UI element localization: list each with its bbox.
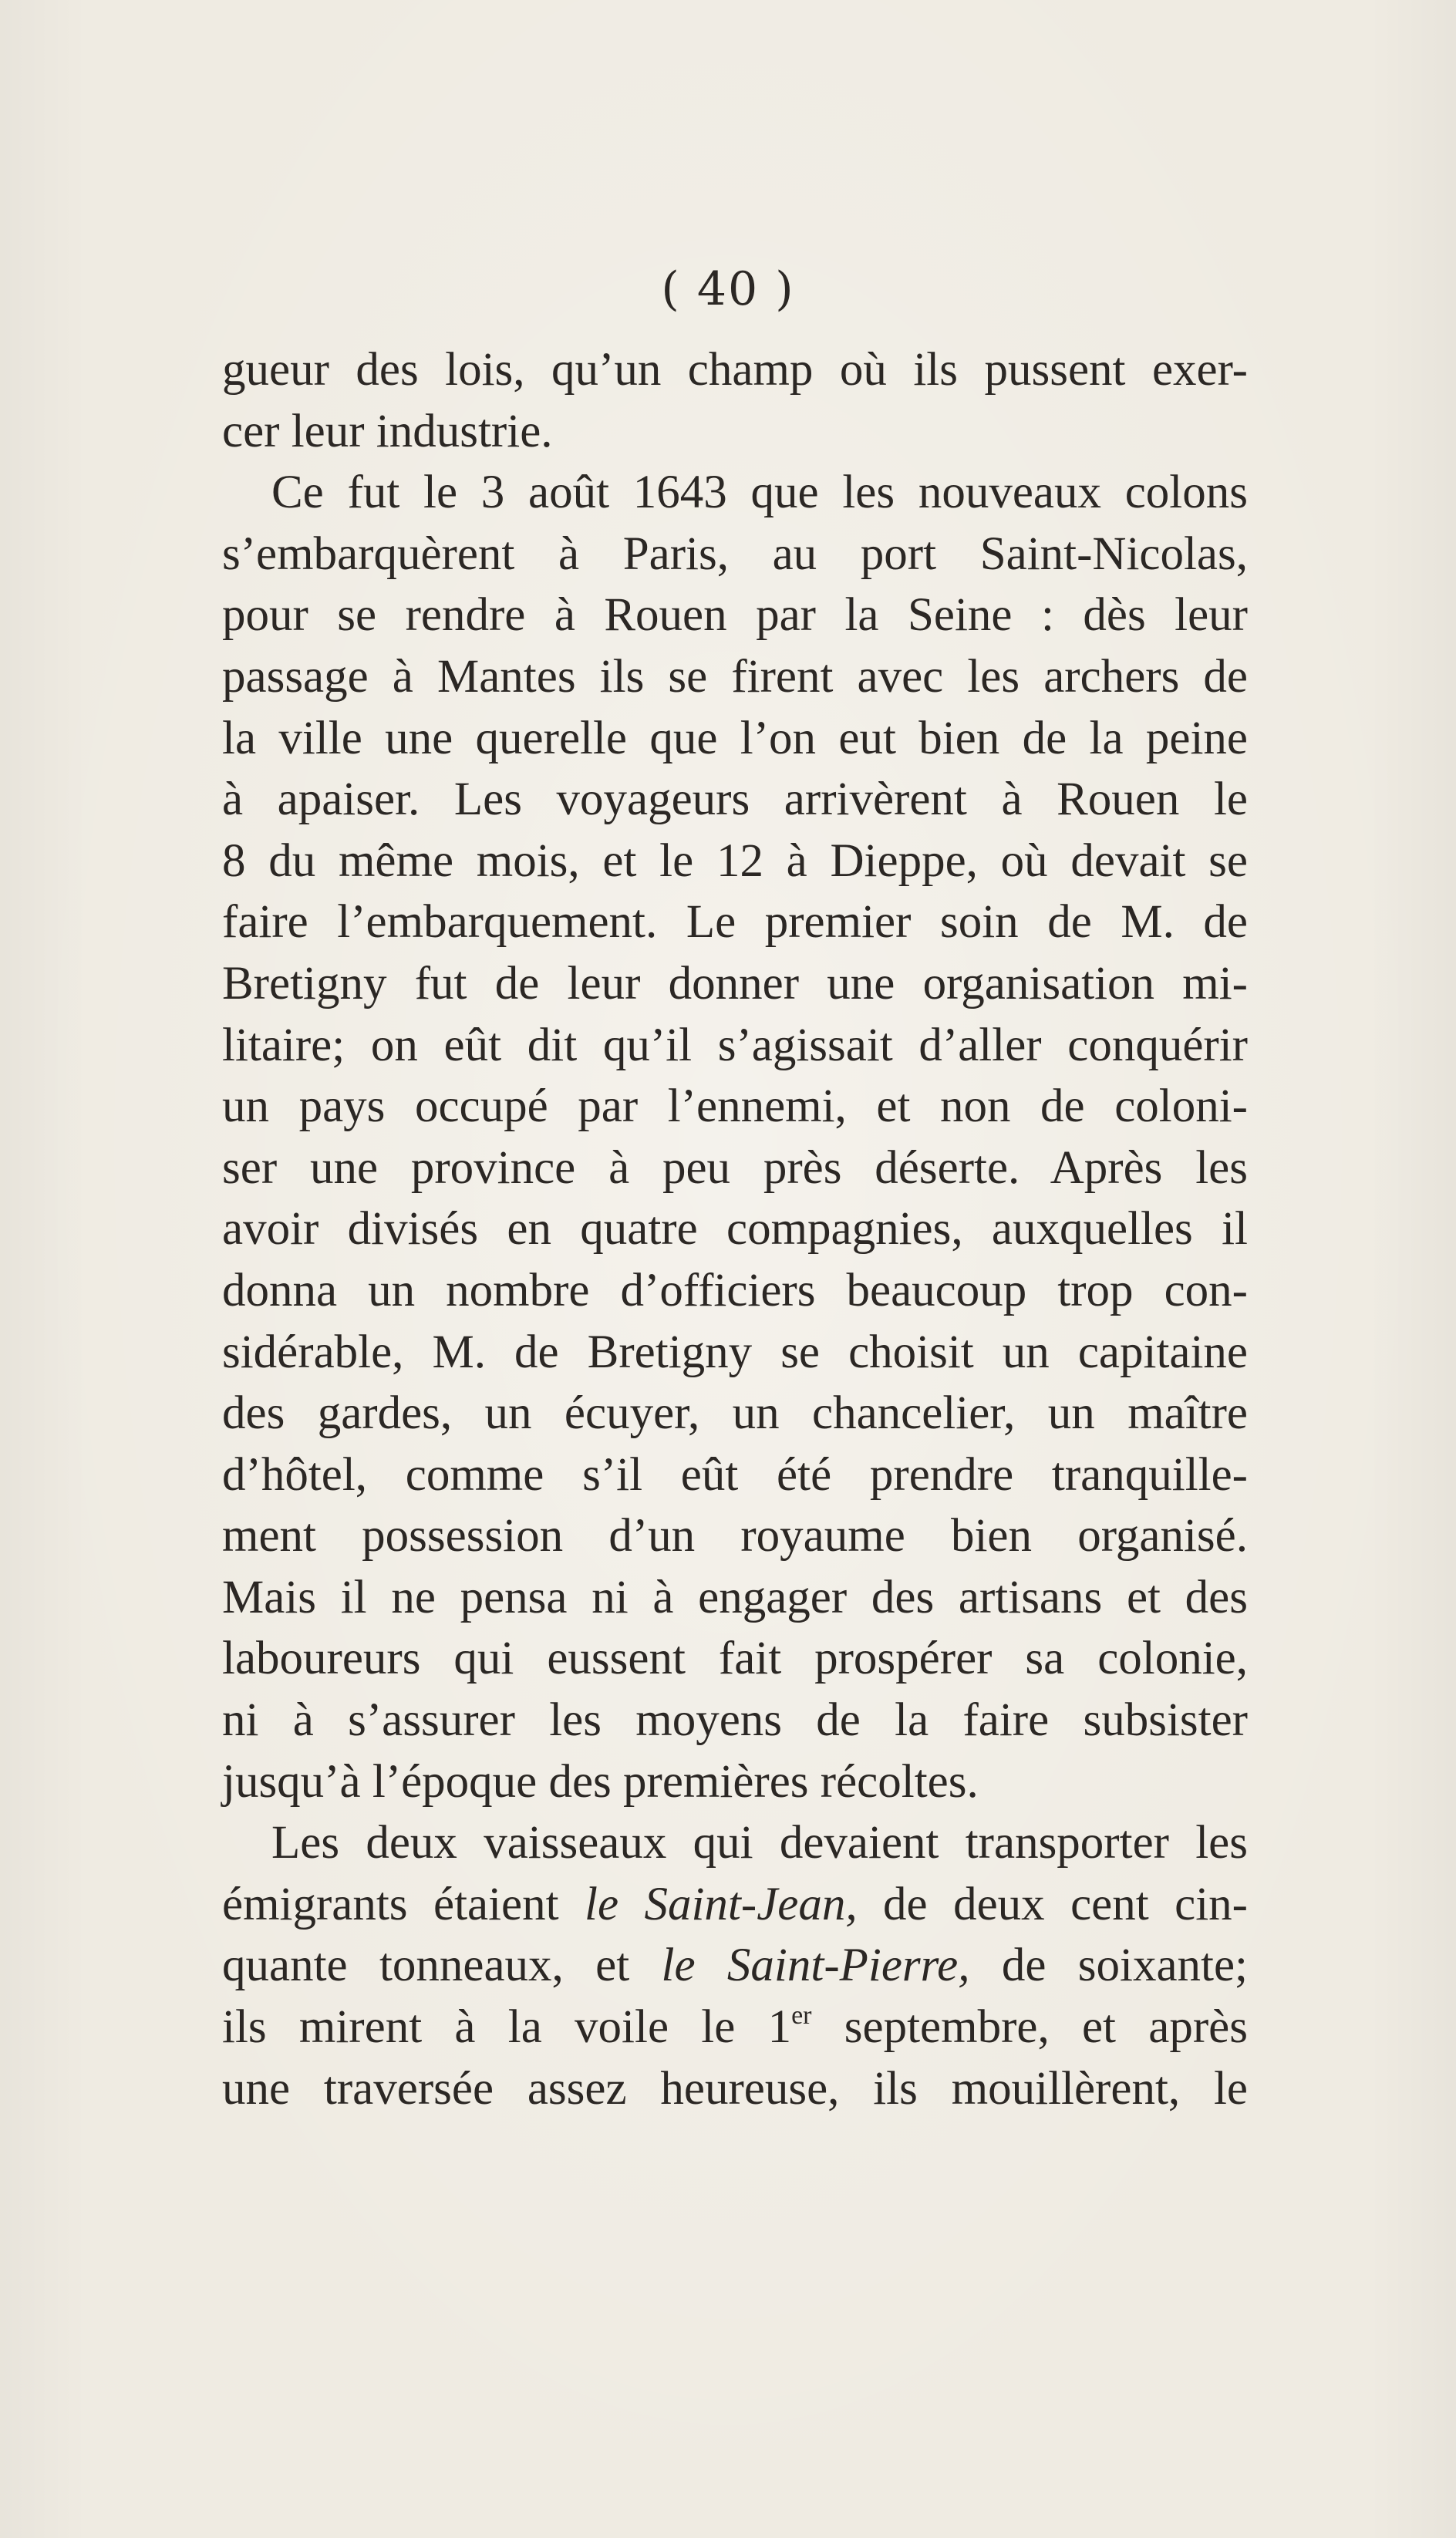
text-line: jusqu’à l’époque des premières récoltes.: [222, 1755, 979, 1808]
ship-name-saint-jean: le Saint-Jean,: [585, 1878, 858, 1930]
text-line: pour se rendre à Rouen par la Seine : dès leur: [222, 589, 1248, 642]
text-line: des gardes, un écuyer, un chancelier, un maître: [222, 1387, 1248, 1440]
body-text: [222, 339, 1248, 2119]
text-line: ment possession d’un royaume bien organisé.: [222, 1510, 1248, 1562]
text-line: à apaiser. Les voyageurs arrivèrent à Rouen le: [222, 774, 1248, 826]
text-line: donna un nombre d’officiers beaucoup trop con-: [222, 1264, 1248, 1316]
text-line: d’hôtel, comme s’il eût été prendre tranquille-: [222, 1448, 1248, 1501]
text-segment: quante tonneaux, et: [222, 1940, 662, 1992]
text-line: un pays occupé par l’ennemi, et non de coloni-: [222, 1080, 1248, 1133]
text-line: 8 du même mois, et le 12 à Dieppe, où devait se: [222, 834, 1248, 887]
text-segment: émigrants étaient: [222, 1878, 585, 1930]
text-line: ser une province à peu près déserte. Après les: [222, 1141, 1248, 1194]
ordinal-superscript: er: [791, 2001, 812, 2031]
text-line: laboureurs qui eussent fait prospérer sa colonie,: [222, 1633, 1248, 1685]
page-number: ( 40 ): [661, 262, 795, 316]
text-line: cer leur industrie.: [222, 405, 553, 457]
text-line: sidérable, M. de Bretigny se choisit un capitaine: [222, 1326, 1248, 1378]
text-line: gueur des lois, qu’un champ où ils pussent exer-: [222, 344, 1248, 396]
text-line: [222, 1874, 1248, 1936]
text-line: la ville une querelle que l’on eut bien de la peine: [222, 712, 1248, 764]
text-line-paragraph-start: Les deux vaisseaux qui devaient transporter les: [271, 1817, 1248, 1869]
text-line-paragraph-start: Ce fut le 3 août 1643 que les nouveaux colons: [271, 467, 1248, 519]
text-line: faire l’embarquement. Le premier soin de M. de: [222, 896, 1248, 949]
text-line: s’embarquèrent à Paris, au port Saint-Nicolas,: [222, 527, 1248, 580]
text-line: Bretigny fut de leur donner une organisation mi-: [222, 957, 1248, 1009]
text-segment: de soixante;: [969, 1940, 1248, 1992]
text-line: ni à s’assurer les moyens de la faire subsister: [222, 1694, 1248, 1747]
text-line: [222, 1935, 1248, 1997]
text-segment: de deux cent cin-: [857, 1878, 1248, 1930]
ship-name-saint-pierre: le Saint-Pierre,: [661, 1940, 970, 1992]
text-segment: ils mirent à la voile le 1: [222, 2001, 792, 2054]
text-line: [222, 1997, 1248, 2058]
text-line: passage à Mantes ils se firent avec les archers de: [222, 650, 1248, 703]
text-line: litaire; on eût dit qu’il s’agissait d’aller conquérir: [222, 1019, 1248, 1071]
text-line: Mais il ne pensa ni à engager des artisans et des: [222, 1571, 1248, 1623]
text-line: une traversée assez heureuse, ils mouillèrent, le: [222, 2062, 1248, 2115]
text-line: avoir divisés en quatre compagnies, auxquelles il: [222, 1203, 1248, 1256]
text-segment: septembre, et après: [811, 2001, 1248, 2054]
